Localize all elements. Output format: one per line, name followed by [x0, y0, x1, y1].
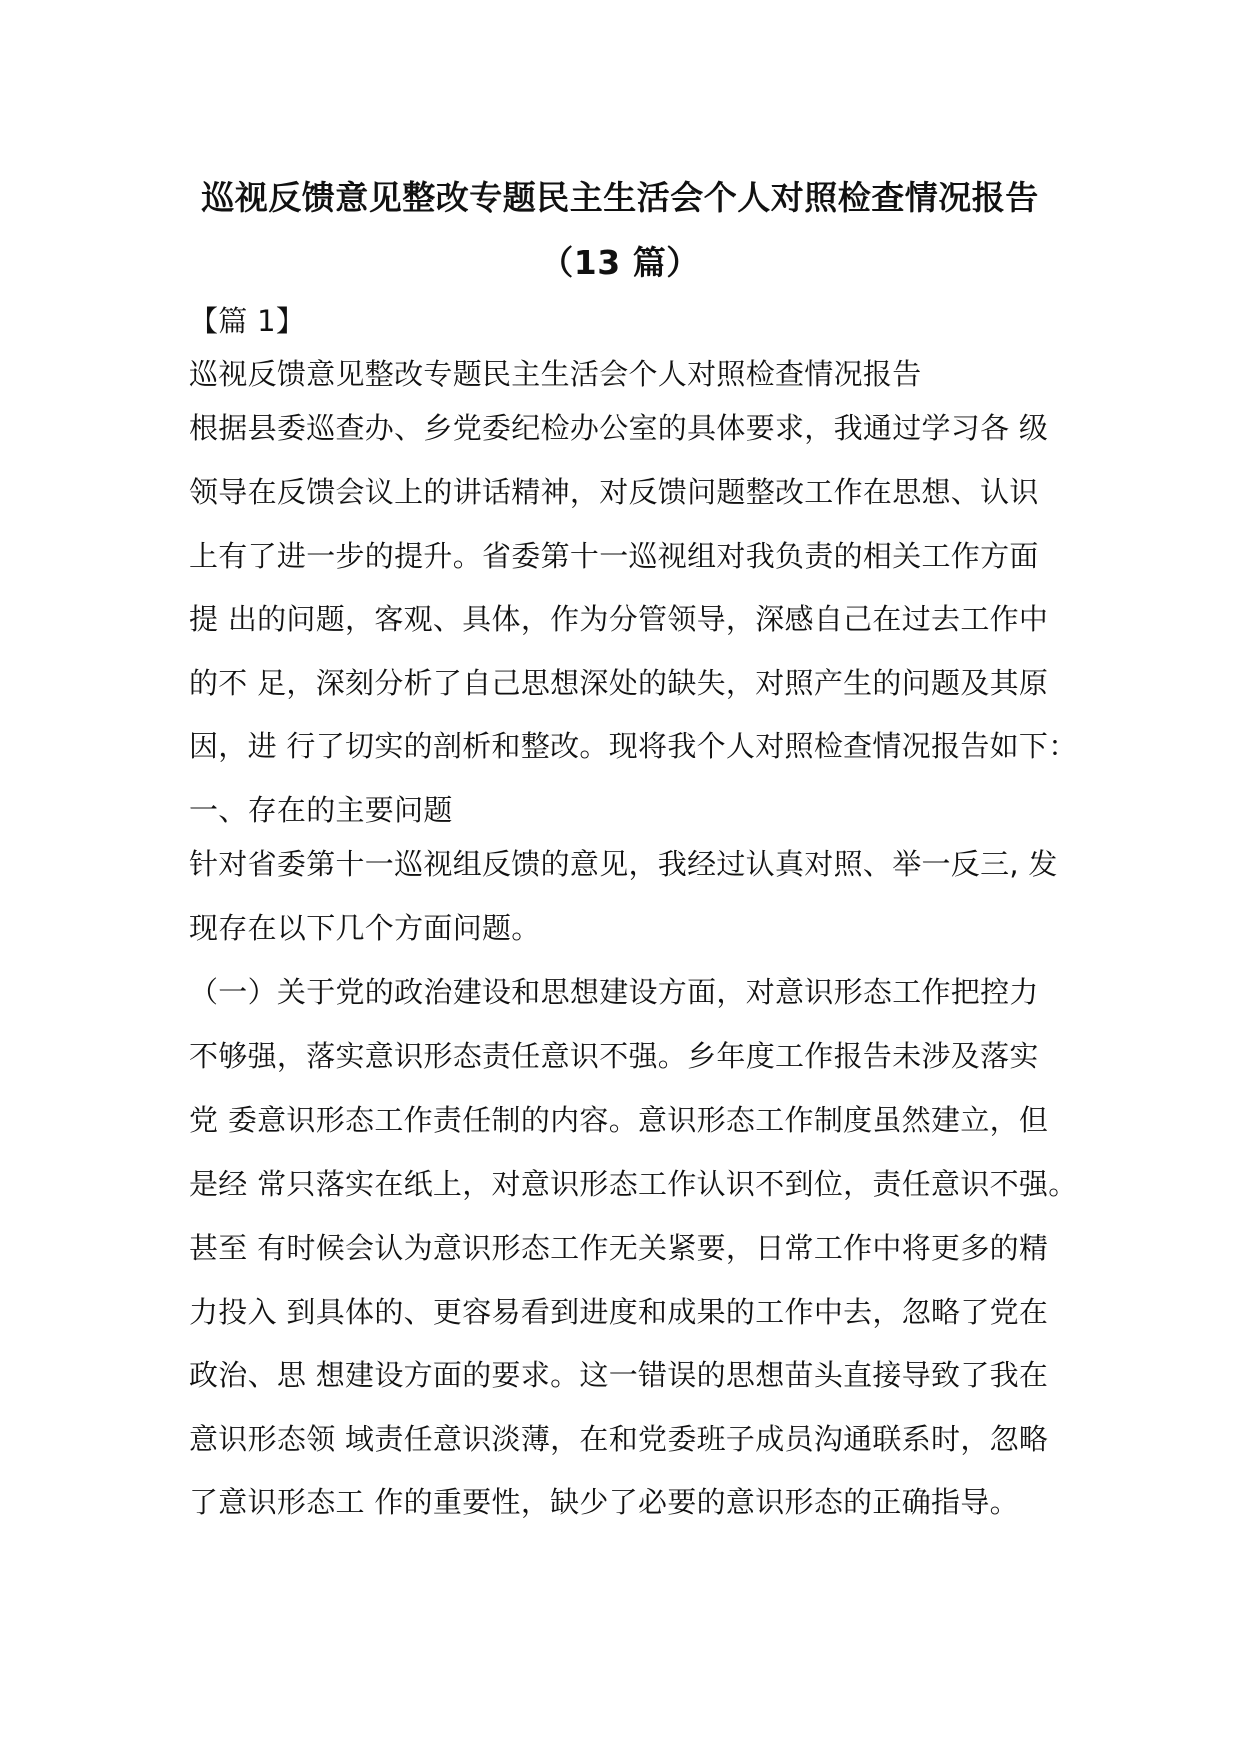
paragraph-line: 提 出的问题，客观、具体，作为分管领导，深感自己在过去工作中	[189, 602, 1049, 636]
paragraph-line: 党 委意识形态工作责任制的内容。意识形态工作制度虽然建立，但	[189, 1103, 1049, 1137]
section-heading: 【篇 1】	[189, 304, 306, 338]
paragraph-line: 政治、思 想建设方面的要求。这一错误的思想苗头直接导致了我在	[189, 1358, 1049, 1392]
paragraph-line: 上有了进一步的提升。省委第十一巡视组对我负责的相关工作方面	[189, 539, 1039, 573]
paragraph-line: 力投入 到具体的、更容易看到进度和成果的工作中去，忽略了党在	[189, 1295, 1049, 1329]
document-subtitle: （13 篇）	[540, 243, 700, 282]
paragraph-line: 现存在以下几个方面问题。	[189, 911, 541, 945]
paragraph-line: 是经 常只落实在纸上，对意识形态工作认识不到位，责任意识不强。	[189, 1167, 1078, 1201]
paragraph-line: 的不 足，深刻分析了自己思想深处的缺失，对照产生的问题及其原	[189, 666, 1049, 700]
paragraph-line: 甚至 有时候会认为意识形态工作无关紧要，日常工作中将更多的精	[189, 1231, 1049, 1265]
paragraph-line: 领导在反馈会议上的讲话精神，对反馈问题整改工作在思想、认识	[189, 475, 1039, 509]
paragraph-line: 因，进 行了切实的剖析和整改。现将我个人对照检查情况报告如下：	[189, 729, 1078, 763]
report-title-line: 巡视反馈意见整改专题民主生活会个人对照检查情况报告	[189, 357, 922, 391]
paragraph-line: （一）关于党的政治建设和思想建设方面，对意识形态工作把控力	[189, 975, 1039, 1009]
paragraph-line: 不够强，落实意识形态责任意识不强。乡年度工作报告未涉及落实	[189, 1039, 1039, 1073]
document-title: 巡视反馈意见整改专题民主生活会个人对照检查情况报告	[201, 178, 1039, 217]
section-heading: 一、存在的主要问题	[189, 793, 453, 827]
paragraph-line: 针对省委第十一巡视组反馈的意见，我经过认真对照、举一反三, 发	[189, 847, 1058, 881]
paragraph-line: 意识形态领 域责任意识淡薄，在和党委班子成员沟通联系时，忽略	[189, 1422, 1049, 1456]
paragraph-line: 根据县委巡查办、乡党委纪检办公室的具体要求，我通过学习各 级	[189, 411, 1049, 445]
paragraph-line: 了意识形态工 作的重要性，缺少了必要的意识形态的正确指导。	[189, 1485, 1019, 1519]
